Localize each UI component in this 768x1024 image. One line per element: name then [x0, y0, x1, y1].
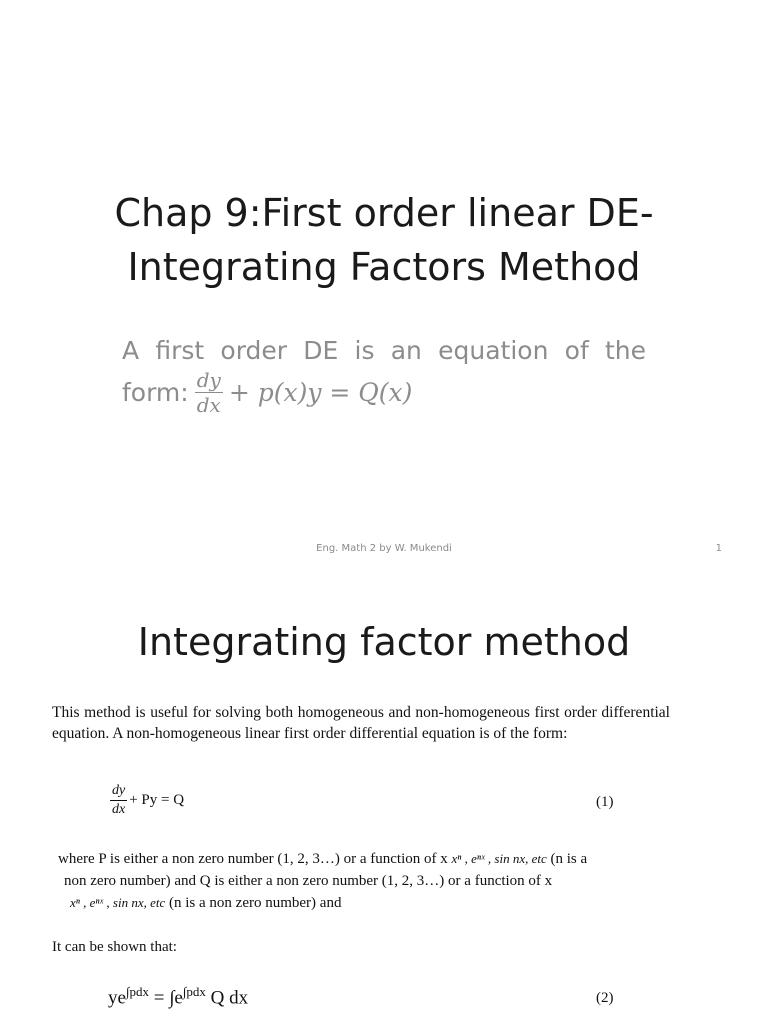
eq2-mid: = ∫e: [149, 987, 183, 1009]
eq2-exponent-1: ∫pdx: [125, 984, 149, 999]
title-line-1: Chap 9:First order linear DE-: [114, 191, 654, 235]
fraction-numerator: dy: [196, 368, 221, 392]
eq2-label: (2): [596, 990, 614, 1006]
slide-1-title: [0, 186, 768, 294]
eq2-end: Q dx: [205, 987, 249, 1009]
fraction-denominator: dx: [196, 393, 221, 417]
where-paragraph: [58, 848, 698, 914]
where-line-3: [58, 892, 698, 914]
where-line-2: non zero number) and Q is either a non zero number (1, 2, 3…) or a function of x: [64, 873, 553, 889]
shown-text: It can be shown that:: [52, 939, 177, 955]
page-number: 1: [715, 543, 722, 554]
eq1-fraction: [110, 782, 127, 819]
equation-1: [104, 782, 184, 819]
where-functions-1: xⁿ , eⁿˣ , sin nx, etc: [451, 851, 547, 866]
intro-paragraph: This method is useful for solving both homogeneous and non-homogeneous first order differential equation. A non-homogeneous linear first order differential equation is of the form:: [52, 704, 670, 742]
eq1-numerator: dy: [110, 782, 127, 801]
where-line-1a: where P is either a non zero number (1, 2, 3…) or a function of x: [58, 851, 452, 867]
where-functions-2: xⁿ , eⁿˣ , sin nx, etc: [70, 895, 166, 910]
eq2-ye: ye: [108, 987, 126, 1009]
where-line-3b: (n is a non zero number) and: [165, 895, 342, 911]
eq1-rhs: + Py = Q: [129, 792, 185, 808]
where-line-1: [58, 848, 698, 870]
equation-2: [108, 984, 248, 1009]
slide-2-title: Integrating factor method: [137, 620, 631, 664]
dy-dx-fraction: [195, 368, 223, 417]
eq1-denominator: dx: [112, 802, 126, 817]
eq1-label: (1): [596, 794, 614, 810]
where-line-1b: (n is a: [546, 851, 588, 867]
subtitle-equation: [122, 368, 412, 417]
title-line-2: Integrating Factors Method: [127, 245, 641, 289]
eq2-exponent-2: ∫pdx: [182, 984, 206, 999]
footer-author: Eng. Math 2 by W. Mukendi: [316, 543, 452, 554]
subtitle-prefix: form:: [122, 378, 189, 407]
equation-rhs: + p(x)y = Q(x): [228, 378, 413, 407]
subtitle-line-1: A first order DE is an equation of the: [122, 336, 646, 365]
slide-2: [0, 576, 768, 1024]
